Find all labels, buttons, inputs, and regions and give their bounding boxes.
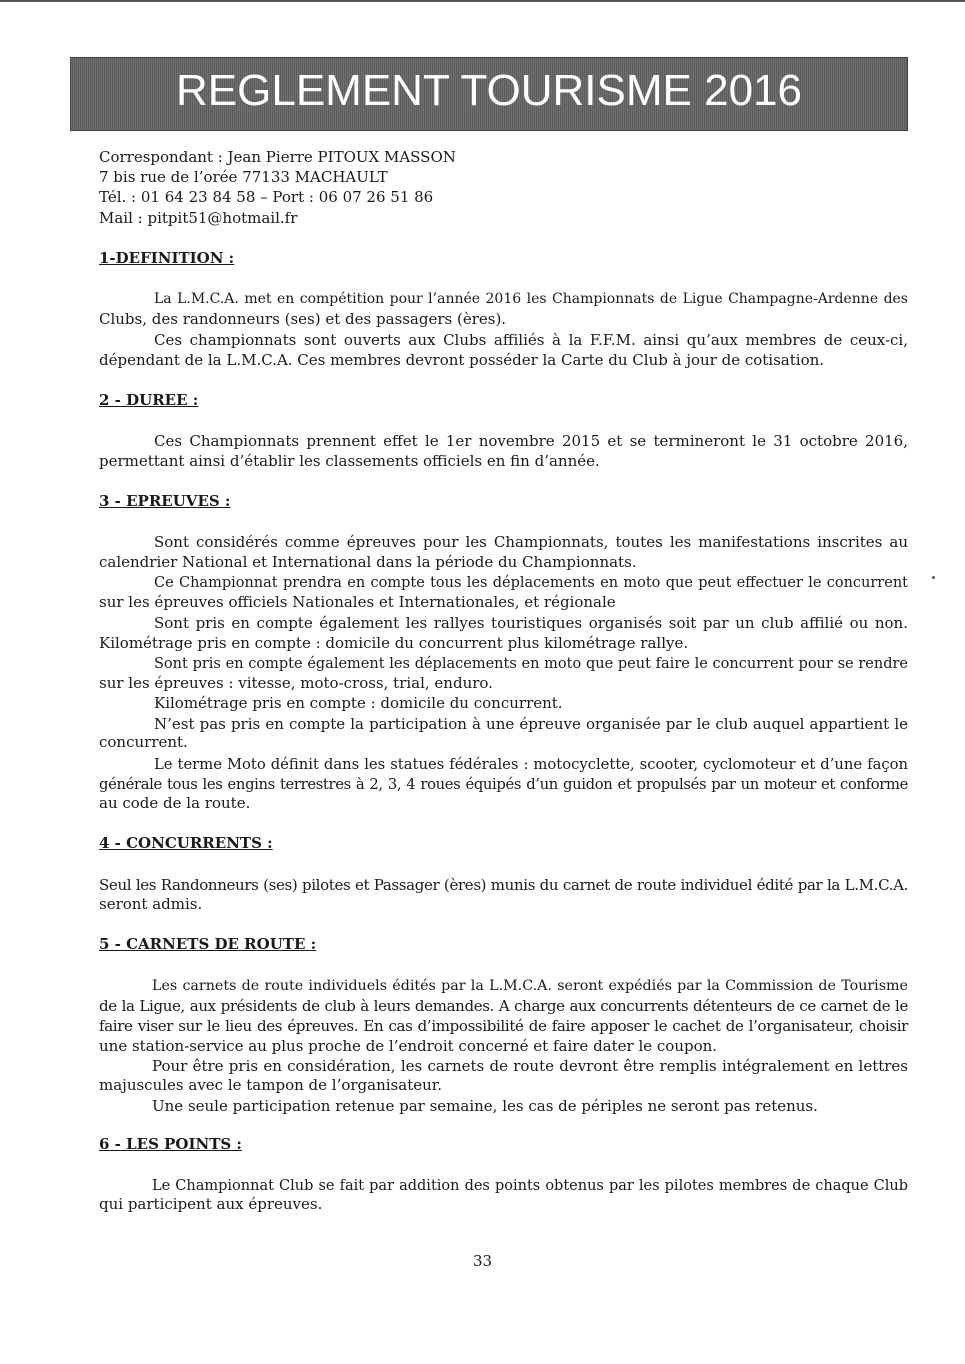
contact-name: Correspondant : Jean Pierre PITOUX MASSON (99, 148, 456, 166)
paragraph-line: calendrier National et International dans la période du Championnats. (99, 553, 637, 571)
paragraph-line: Pour être pris en considération, les carnets de route devront être remplis intégralement en lettres (152, 1057, 908, 1075)
contact-phone: Tél. : 01 64 23 84 58 – Port : 06 07 26 51 86 (99, 188, 434, 206)
paragraph-line: sur les épreuves officiels Nationales et Internationales, et régionale (99, 593, 616, 611)
top-rule (0, 0, 965, 2)
paragraph-line: concurrent. (99, 733, 188, 751)
paragraph-line: Ces championnats sont ouverts aux Clubs affiliés à la F.F.M. ainsi qu’aux membres de ceux-ci, (154, 331, 908, 349)
paragraph-line: Les carnets de route individuels édités par la L.M.C.A. seront expédiés par la Commission de Tourisme (152, 978, 908, 994)
title-banner (70, 57, 908, 131)
paragraph-line: sur les épreuves : vitesse, moto-cross, trial, enduro. (99, 674, 493, 692)
paragraph-line: Ces Championnats prennent effet le 1er novembre 2015 et se termineront le 31 octobre 2016, (154, 432, 908, 450)
page-number: 33 (472, 1252, 493, 1270)
section-heading-points: 6 - LES POINTS : (99, 1135, 242, 1153)
section-heading-duree: 2 - DUREE : (99, 391, 199, 409)
paragraph-line: au code de la route. (99, 794, 251, 812)
paragraph-line: permettant ainsi d’établir les classements officiels en fin d’année. (99, 452, 600, 470)
paragraph-line: Kilométrage pris en compte : domicile du concurrent plus kilométrage rallye. (99, 634, 689, 652)
paragraph-line: dépendant de la L.M.C.A. Ces membres devront posséder la Carte du Club à jour de cotisation. (99, 351, 825, 369)
paragraph-line: Sont pris en compte également les rallyes touristiques organisés soit par un club affilié ou non. (154, 614, 908, 632)
paragraph-line: Le terme Moto définit dans les statues fédérales : motocyclette, scooter, cyclomoteur et d’une façon (154, 756, 908, 773)
scan-speck (932, 576, 935, 579)
paragraph-line: Sont considérés comme épreuves pour les Championnats, toutes les manifestations inscrites au (154, 533, 908, 551)
paragraph-line: qui participent aux épreuves. (99, 1195, 323, 1213)
paragraph-line: Ce Championnat prendra en compte tous les déplacements en moto que peut effectuer le concurrent (154, 575, 908, 591)
section-heading-epreuves: 3 - EPREUVES : (99, 492, 231, 510)
contact-email: Mail : pitpit51@hotmail.fr (99, 209, 298, 227)
paragraph-line: La L.M.C.A. met en compétition pour l’année 2016 les Championnats de Ligue Champagne-Ardenne des (154, 291, 908, 307)
paragraph-line: seront admis. (99, 895, 203, 913)
paragraph-line: Une seule participation retenue par semaine, les cas de périples ne seront pas retenus. (152, 1097, 818, 1115)
paragraph-line: faire viser sur le lieu des épreuves. En cas d’impossibilité de faire apposer le cachet de l’organisateur, choisir (99, 1017, 908, 1035)
paragraph-line: Seul les Randonneurs (ses) pilotes et Passager (ères) munis du carnet de route individuel édité par la L.M.C.A. (99, 876, 908, 894)
section-heading-carnets: 5 - CARNETS DE ROUTE : (99, 935, 317, 953)
paragraph-line: une station-service au plus proche de l’endroit concerné et faire dater le coupon. (99, 1037, 718, 1055)
section-heading-definition: 1-DEFINITION : (99, 249, 235, 267)
paragraph-line: Clubs, des randonneurs (ses) et des passagers (ères). (99, 310, 507, 328)
paragraph-line: générale tous les engins terrestres à 2, 3, 4 roues équipés d’un guidon et propulsés par un moteur et conforme (99, 776, 908, 793)
paragraph-line: N’est pas pris en compte la participation à une épreuve organisée par le club auquel appartient le (154, 715, 908, 733)
page-title: REGLEMENT TOURISME 2016 (176, 66, 802, 115)
paragraph-line: Kilométrage pris en compte : domicile du concurrent. (154, 694, 563, 712)
paragraph-line: Le Championnat Club se fait par addition des points obtenus par les pilotes membres de chaque Club (152, 1178, 908, 1194)
contact-address: 7 bis rue de l’orée 77133 MACHAULT (99, 168, 388, 186)
paragraph-line: de la Ligue, aux présidents de club à leurs demandes. A charge aux concurrents détenteurs de ce carnet de le (99, 997, 908, 1015)
paragraph-line: Sont pris en compte également les déplacements en moto que peut faire le concurrent pour se rendre (154, 656, 908, 672)
paragraph-line: majuscules avec le tampon de l’organisateur. (99, 1076, 443, 1094)
section-heading-concurrents: 4 - CONCURRENTS : (99, 834, 273, 852)
